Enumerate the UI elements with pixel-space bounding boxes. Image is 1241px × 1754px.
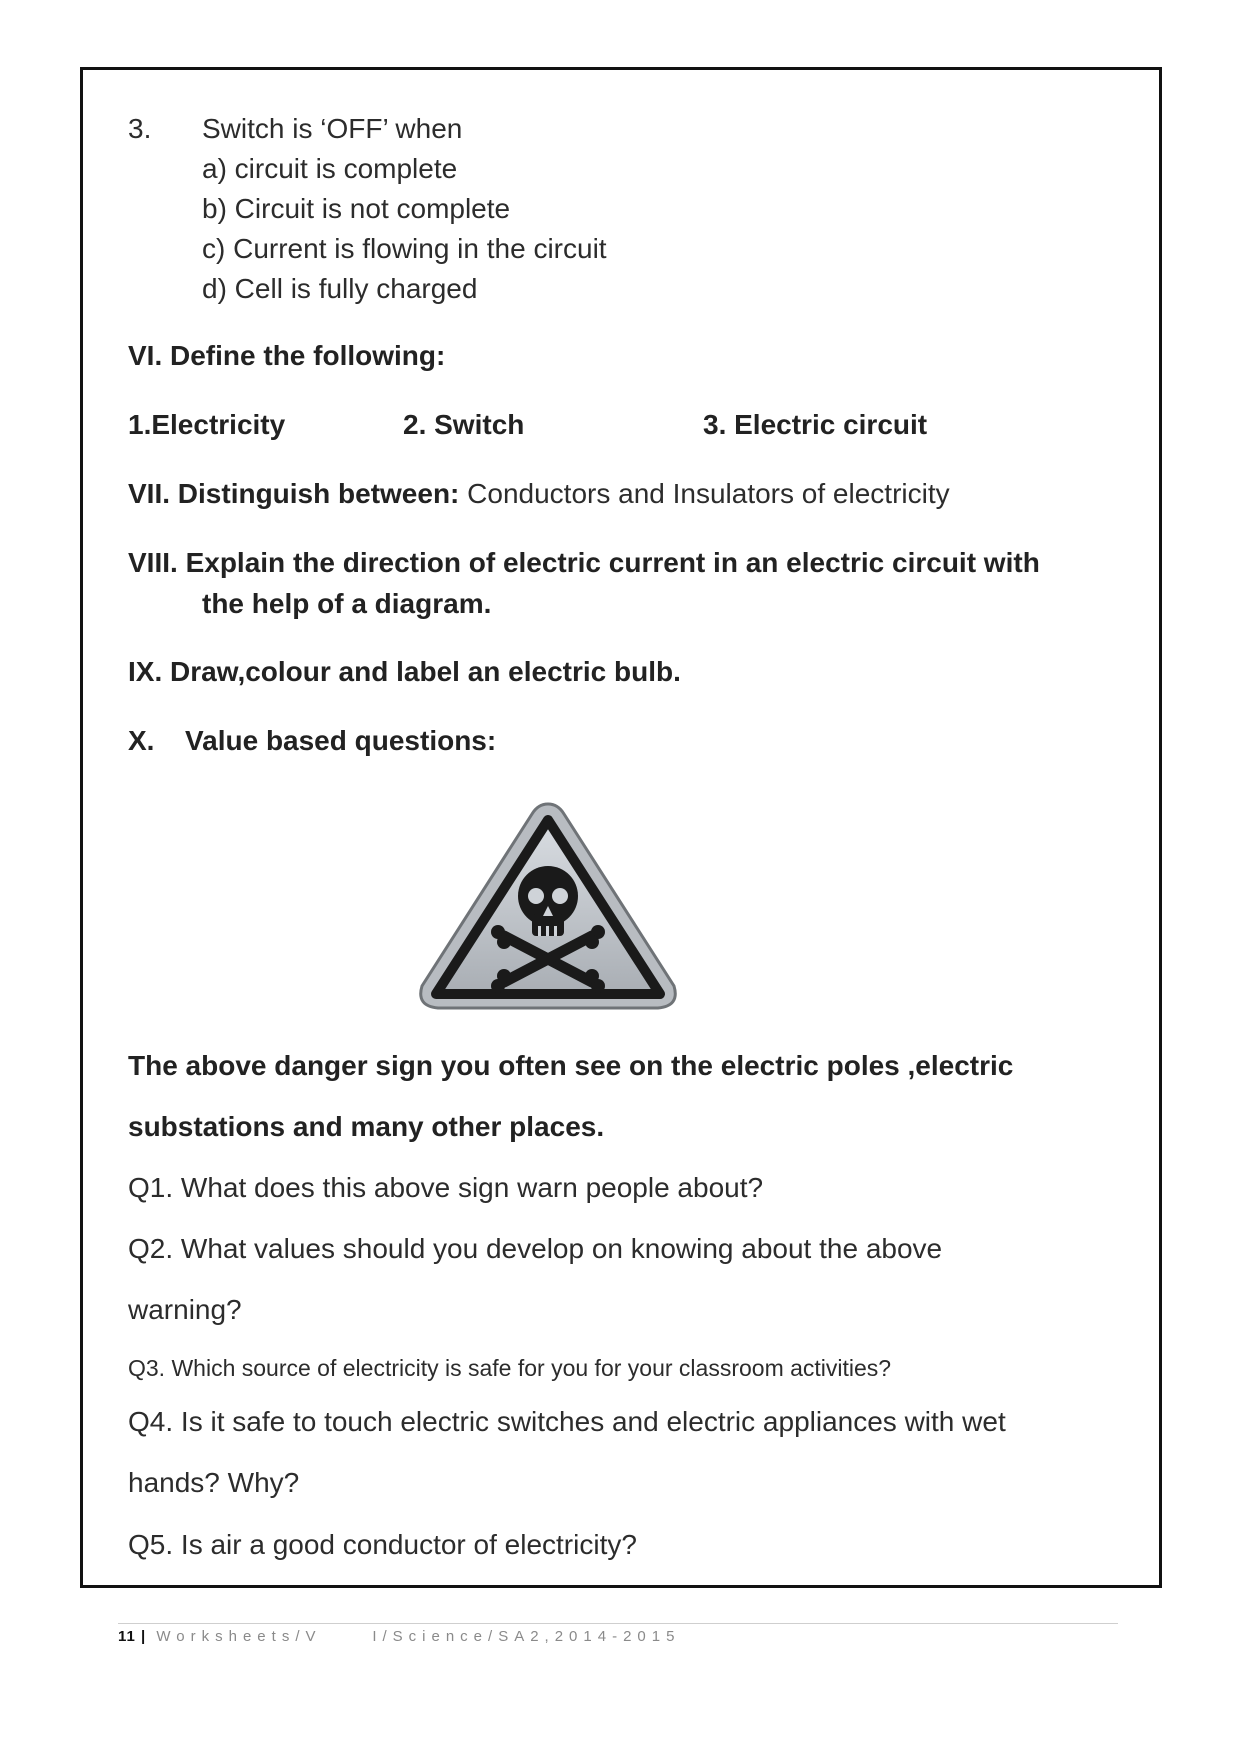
section-viii-line2: the help of a diagram. bbox=[202, 588, 492, 619]
section-vi-heading: VI. Define the following: bbox=[128, 340, 446, 371]
section-x-number: X. bbox=[128, 725, 155, 756]
define-item-switch: 2. Switch bbox=[403, 409, 525, 440]
q3-option-c: c) Current is flowing in the circuit bbox=[202, 233, 607, 264]
define-item-electricity: 1.Electricity bbox=[128, 409, 286, 440]
footer bbox=[118, 1628, 680, 1645]
section-vii bbox=[128, 478, 950, 510]
footer-divider bbox=[118, 1623, 1118, 1624]
section-vii-text: Conductors and Insulators of electricity bbox=[459, 478, 950, 509]
question-q5: Q5. Is air a good conductor of electricity? bbox=[128, 1529, 637, 1560]
question-q1: Q1. What does this above sign warn people about? bbox=[128, 1172, 764, 1203]
footer-page-number: 11 | bbox=[118, 1628, 147, 1645]
section-viii-line1: VIII. Explain the direction of electric current in an electric circuit with bbox=[128, 547, 1040, 578]
q3-option-d: d) Cell is fully charged bbox=[202, 273, 478, 304]
q3-stem: Switch is ‘OFF’ when bbox=[202, 113, 463, 144]
question-q4-line2: hands? Why? bbox=[128, 1467, 300, 1498]
section-ix: IX. Draw,colour and label an electric bulb. bbox=[128, 656, 681, 687]
passage-line2: substations and many other places. bbox=[128, 1111, 605, 1142]
question-q2-line2: warning? bbox=[128, 1294, 242, 1325]
section-vii-label: VII. Distinguish between: bbox=[128, 478, 460, 509]
footer-text: Worksheets/V I/Science/SA2,2014-2015 bbox=[146, 1628, 681, 1645]
danger-skull-crossbones-icon bbox=[412, 796, 684, 1014]
q3-option-a: a) circuit is complete bbox=[202, 153, 458, 184]
question-q4-line1: Q4. Is it safe to touch electric switches and electric appliances with wet bbox=[128, 1406, 1006, 1437]
q3-number: 3. bbox=[128, 113, 152, 144]
define-item-electric-circuit: 3. Electric circuit bbox=[703, 409, 928, 440]
q3-option-b: b) Circuit is not complete bbox=[202, 193, 511, 224]
passage-line1: The above danger sign you often see on the electric poles ,electric bbox=[128, 1050, 1014, 1081]
question-q2-line1: Q2. What values should you develop on knowing about the above bbox=[128, 1233, 943, 1264]
section-x-heading: Value based questions: bbox=[185, 725, 497, 756]
question-q3: Q3. Which source of electricity is safe for you for your classroom activities? bbox=[128, 1355, 892, 1381]
